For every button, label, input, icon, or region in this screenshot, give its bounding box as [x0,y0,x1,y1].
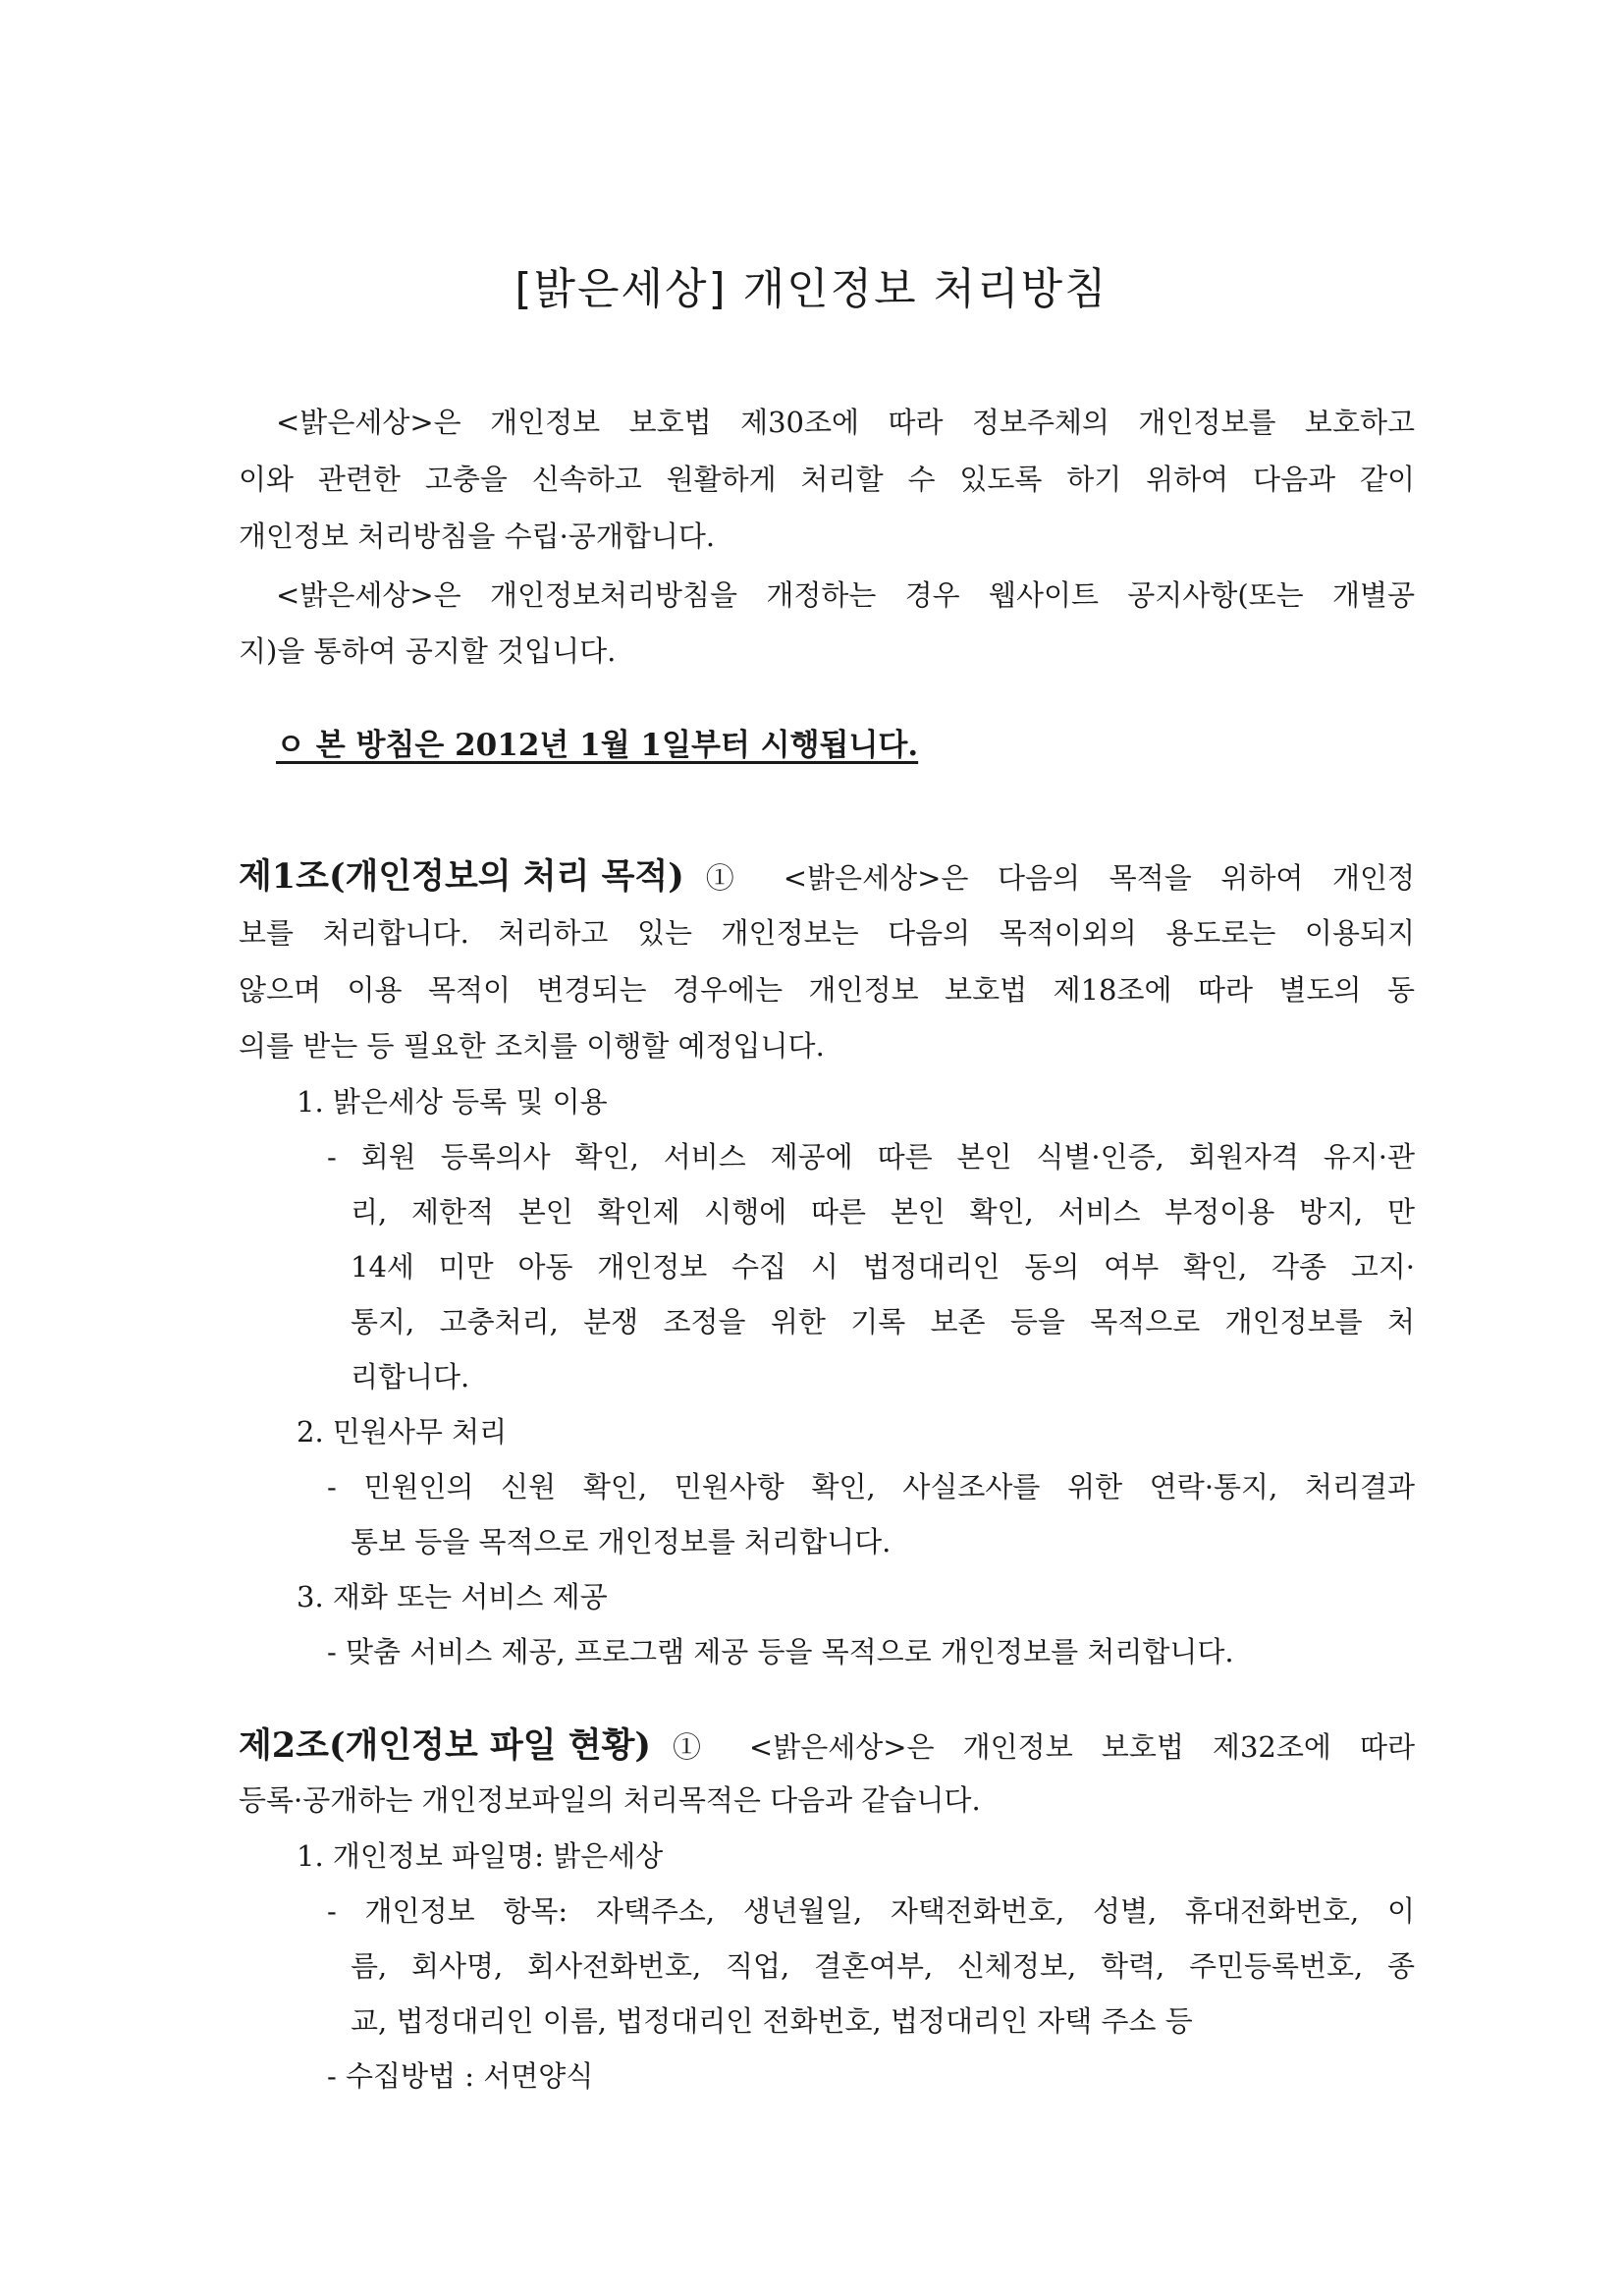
article1-first-line [239,849,1415,899]
intro-p2-line: <밝은세상>은 개인정보처리방침을 개정하는 경우 웹사이트 공지사항(또는 개별공 [276,578,1415,612]
article1-line: ① <밝은세상>은 다음의 목적을 위하여 개인정 [705,861,1415,895]
document-title: [밝은세상] 개인정보 처리방침 [514,264,1109,314]
article1-item-detail: 통지, 고충처리, 분쟁 조정을 위한 기록 보존 등을 목적으로 개인정보를 처 [351,1305,1415,1339]
intro-p1-line: 개인정보 처리방침을 수립·공개합니다. [239,519,716,553]
article1-item-detail: 14세 미만 아동 개인정보 수집 시 법정대리인 동의 여부 확인, 각종 고지· [351,1250,1415,1284]
article1-item-detail: - 맞춤 서비스 제공, 프로그램 제공 등을 목적으로 개인정보를 처리합니다. [327,1635,1234,1668]
effective-date-notice: ㅇ 본 방침은 2012년 1월 1일부터 시행됩니다. [276,728,919,763]
article2-item-detail: 교, 법정대리인 이름, 법정대리인 전화번호, 법정대리인 자택 주소 등 [351,2004,1193,2038]
intro-p1-line: 이와 관련한 고충을 신속하고 원활하게 처리할 수 있도록 하기 위하여 다음과 같이 [239,463,1415,496]
article2-line: ① <밝은세상>은 개인정보 보호법 제32조에 따라 [672,1730,1415,1764]
article1-item-label: 1. 밝은세상 등록 및 이용 [297,1085,608,1119]
article2-item-detail: 름, 회사명, 회사전화번호, 직업, 결혼여부, 신체정보, 학력, 주민등록번호, 종 [351,1949,1415,1983]
article2-item-label: 1. 개인정보 파일명: 밝은세상 [297,1839,664,1873]
article2-first-line [239,1719,1415,1768]
article1-item-detail: 리합니다. [351,1360,470,1394]
article1-line: 않으며 이용 목적이 변경되는 경우에는 개인정보 보호법 제18조에 따라 별도의 동 [239,973,1415,1007]
intro-p1-line: <밝은세상>은 개인정보 보호법 제30조에 따라 정보주체의 개인정보를 보호하고 [276,406,1415,439]
article2-collection-method: - 수집방법 : 서면양식 [327,2059,594,2093]
article1-item-label: 2. 민원사무 처리 [297,1415,508,1449]
article2-item-detail: - 개인정보 항목: 자택주소, 생년월일, 자택전화번호, 성별, 휴대전화번호, 이 [327,1894,1415,1928]
intro-p2-line: 지)을 통하여 공지할 것입니다. [239,634,617,668]
article1-item-detail: - 민원인의 신원 확인, 민원사항 확인, 사실조사를 위한 연락·통지, 처리결과 [327,1470,1415,1503]
article2-heading: 제2조(개인정보 파일 현황) [239,1725,651,1766]
article1-item-label: 3. 재화 또는 서비스 제공 [297,1580,608,1613]
article1-item-detail: - 회원 등록의사 확인, 서비스 제공에 따른 본인 식별·인증, 회원자격 유지·관 [327,1140,1415,1174]
article1-line: 의를 받는 등 필요한 조치를 이행할 예정입니다. [239,1029,825,1063]
article2-line: 등록·공개하는 개인정보파일의 처리목적은 다음과 같습니다. [239,1783,981,1817]
article1-item-detail: 리, 제한적 본인 확인제 시행에 따른 본인 확인, 서비스 부정이용 방지, 만 [351,1195,1415,1229]
article1-line: 보를 처리합니다. 처리하고 있는 개인정보는 다음의 목적이외의 용도로는 이용되지 [239,916,1415,950]
article1-item-detail: 통보 등을 목적으로 개인정보를 처리합니다. [351,1525,892,1558]
article1-heading: 제1조(개인정보의 처리 목적) [239,856,684,897]
